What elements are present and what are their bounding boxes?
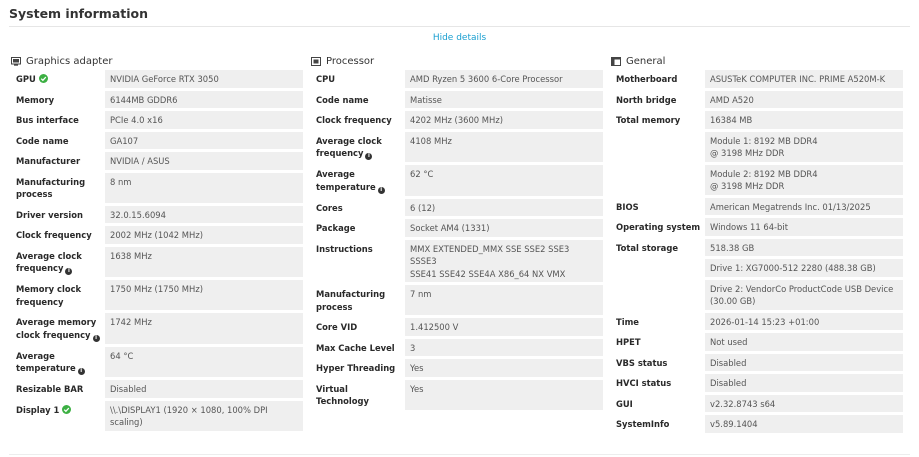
gpu-code-name-label: Code name bbox=[16, 135, 69, 146]
driver-version-label: Driver version bbox=[16, 209, 83, 220]
memory-module-1-value: Module 1: 8192 MB DDR4 @ 3198 MHz DDR bbox=[705, 132, 903, 162]
driver-version-value: 32.0.15.6094 bbox=[105, 206, 303, 224]
gpu-code-name-row bbox=[11, 132, 303, 150]
cpu-average-temperature-label: Average temperature i bbox=[311, 165, 405, 196]
info-icon[interactable]: i bbox=[93, 335, 100, 342]
info-icon[interactable]: i bbox=[378, 187, 385, 194]
hyper-threading-label: Hyper Threading bbox=[316, 363, 396, 373]
gpu-average-temperature-row bbox=[11, 347, 303, 378]
max-cache-level-label: Max Cache Level bbox=[316, 342, 395, 353]
manufacturer-value: NVIDIA / ASUS bbox=[105, 152, 303, 170]
core-vid-row bbox=[311, 318, 603, 336]
cpu-row bbox=[311, 70, 603, 88]
monitor-icon bbox=[11, 57, 21, 66]
cpu-code-name-value: Matisse bbox=[405, 91, 603, 109]
cpu-manufacturing-process-value: 7 nm bbox=[405, 285, 603, 315]
page-title: System information bbox=[9, 6, 149, 21]
total-storage-label: Total storage bbox=[616, 242, 678, 253]
vbs-status-label: VBS status bbox=[616, 357, 668, 368]
gpu-memory-row bbox=[11, 91, 303, 109]
check-circle-icon bbox=[62, 405, 71, 414]
virtual-technology-row bbox=[311, 380, 603, 410]
info-icon[interactable]: i bbox=[65, 268, 72, 275]
time-label: Time bbox=[616, 316, 639, 327]
virtual-technology-label: Virtual Technology bbox=[316, 383, 370, 406]
systeminfo-value: v5.89.1404 bbox=[705, 415, 903, 433]
hide-details-link[interactable]: Hide details bbox=[432, 33, 487, 43]
general-title: General bbox=[626, 55, 666, 67]
processor-header bbox=[311, 53, 603, 69]
total-memory-value: 16384 MB bbox=[705, 111, 903, 129]
time-value: 2026-01-14 15:23 +01:00 bbox=[705, 313, 903, 331]
memory-module-2-value: Module 2: 8192 MB DDR4 @ 3198 MHz DDR bbox=[705, 165, 903, 195]
north-bridge-label: North bridge bbox=[616, 94, 677, 105]
memory-module-1-row bbox=[611, 132, 903, 162]
vbs-status-row bbox=[611, 354, 903, 372]
memory-clock-row bbox=[11, 280, 303, 310]
core-vid-label: Core VID bbox=[316, 322, 358, 332]
total-memory-row bbox=[611, 111, 903, 129]
gpu-average-clock-label: Average clock frequency i bbox=[16, 250, 82, 274]
info-icon[interactable]: i bbox=[78, 368, 85, 375]
motherboard-value: ASUSTeK COMPUTER INC. PRIME A520M-K bbox=[705, 70, 903, 88]
cpu-manufacturing-process-label: Manufacturing process bbox=[316, 289, 386, 312]
gpu-memory-label: Memory bbox=[16, 94, 55, 105]
instructions-row bbox=[311, 240, 603, 283]
hvci-status-label: HVCI status bbox=[616, 378, 672, 388]
cpu-clock-frequency-row bbox=[311, 111, 603, 129]
gpu-clock-frequency-label: Clock frequency bbox=[16, 230, 92, 240]
motherboard-label: Motherboard bbox=[616, 74, 678, 84]
title-divider bbox=[9, 26, 910, 27]
core-vid-value: 1.412500 V bbox=[405, 318, 603, 336]
cpu-value: AMD Ryzen 5 3600 6-Core Processor bbox=[405, 70, 603, 88]
processor-title: Processor bbox=[326, 55, 375, 67]
total-storage-row bbox=[611, 239, 903, 257]
package-value: Socket AM4 (1331) bbox=[405, 219, 603, 237]
hvci-status-row bbox=[611, 374, 903, 392]
instructions-value: MMX EXTENDED_MMX SSE SSE2 SSE3 SSSE3 SSE41 SSE42 SSE4A X86_64 NX VMX bbox=[405, 240, 603, 283]
gpu-clock-frequency-row bbox=[11, 226, 303, 244]
memory-module-2-row bbox=[611, 165, 903, 195]
gui-label: GUI bbox=[616, 398, 633, 409]
bios-value: American Megatrends Inc. 01/13/2025 bbox=[705, 198, 903, 216]
package-label: Package bbox=[316, 223, 356, 233]
gpu-label: GPU bbox=[11, 70, 105, 88]
gpu-average-temperature-value: 64 °C bbox=[105, 347, 303, 378]
bios-label: BIOS bbox=[616, 201, 639, 212]
bottom-divider bbox=[9, 454, 910, 455]
check-circle-icon bbox=[39, 74, 48, 83]
operating-system-row bbox=[611, 218, 903, 236]
instructions-label: Instructions bbox=[316, 243, 373, 254]
resizable-bar-label: Resizable BAR bbox=[16, 384, 84, 394]
gpu-manufacturing-process-row bbox=[11, 173, 303, 203]
gpu-average-temperature-label: Average temperature i bbox=[11, 347, 105, 378]
memory-clock-value: 1750 MHz (1750 MHz) bbox=[105, 280, 303, 310]
hpet-label: HPET bbox=[616, 337, 641, 347]
gui-value: v2.32.8743 s64 bbox=[705, 395, 903, 413]
cpu-label: CPU bbox=[316, 74, 336, 84]
gpu-manufacturing-process-label: Manufacturing process bbox=[16, 176, 86, 199]
cpu-clock-frequency-label: Clock frequency bbox=[316, 115, 392, 125]
cpu-average-temperature-row bbox=[311, 165, 603, 196]
hvci-status-value: Disabled bbox=[705, 374, 903, 392]
manufacturer-row bbox=[11, 152, 303, 170]
total-storage-value: 518.38 GB bbox=[705, 239, 903, 257]
info-icon[interactable]: i bbox=[365, 153, 372, 160]
cpu-code-name-label: Code name bbox=[316, 94, 369, 105]
gui-row bbox=[611, 395, 903, 413]
bus-interface-label: Bus interface bbox=[16, 115, 79, 125]
operating-system-value: Windows 11 64-bit bbox=[705, 218, 903, 236]
general-header bbox=[611, 53, 903, 69]
graphics-adapter-header bbox=[11, 53, 303, 69]
max-cache-level-row bbox=[311, 339, 603, 357]
hyper-threading-value: Yes bbox=[405, 359, 603, 377]
graphics-adapter-title: Graphics adapter bbox=[26, 55, 113, 67]
gpu-average-clock-value: 1638 MHz bbox=[105, 247, 303, 278]
resizable-bar-row bbox=[11, 380, 303, 398]
cpu-code-name-row bbox=[311, 91, 603, 109]
general-section bbox=[611, 53, 903, 436]
display-1-row bbox=[11, 401, 303, 431]
hpet-value: Not used bbox=[705, 333, 903, 351]
average-memory-clock-value: 1742 MHz bbox=[105, 313, 303, 344]
motherboard-row bbox=[611, 70, 903, 88]
display-1-label: Display 1 bbox=[11, 401, 105, 431]
drive-2-row bbox=[611, 280, 903, 310]
cores-value: 6 (12) bbox=[405, 199, 603, 217]
drive-2-value: Drive 2: VendorCo ProductCode USB Device (30.00 GB) bbox=[705, 280, 903, 310]
drive-1-row bbox=[611, 259, 903, 277]
gpu-memory-value: 6144MB GDDR6 bbox=[105, 91, 303, 109]
gpu-manufacturing-process-value: 8 nm bbox=[105, 173, 303, 203]
average-memory-clock-label: Average memory clock frequency i bbox=[11, 313, 105, 344]
driver-version-row bbox=[11, 206, 303, 224]
graphics-adapter-section bbox=[11, 53, 303, 434]
operating-system-label: Operating system bbox=[616, 222, 701, 232]
gpu-code-name-value: GA107 bbox=[105, 132, 303, 150]
cpu-average-clock-value: 4108 MHz bbox=[405, 132, 603, 163]
bus-interface-value: PCIe 4.0 x16 bbox=[105, 111, 303, 129]
memory-clock-label: Memory clock frequency bbox=[16, 284, 82, 307]
drive-1-value: Drive 1: XG7000-512 2280 (488.38 GB) bbox=[705, 259, 903, 277]
gpu-value: NVIDIA GeForce RTX 3050 bbox=[105, 70, 303, 88]
cpu-chip-icon bbox=[311, 57, 321, 66]
cpu-average-clock-row bbox=[311, 132, 603, 163]
cores-label: Cores bbox=[316, 202, 343, 213]
package-row bbox=[311, 219, 603, 237]
vbs-status-value: Disabled bbox=[705, 354, 903, 372]
systeminfo-label: SystemInfo bbox=[616, 419, 670, 429]
systeminfo-row bbox=[611, 415, 903, 433]
gpu-row bbox=[11, 70, 303, 88]
bios-row bbox=[611, 198, 903, 216]
virtual-technology-value: Yes bbox=[405, 380, 603, 410]
cpu-average-temperature-value: 62 °C bbox=[405, 165, 603, 196]
cpu-clock-frequency-value: 4202 MHz (3600 MHz) bbox=[405, 111, 603, 129]
manufacturer-label: Manufacturer bbox=[16, 156, 81, 166]
north-bridge-row bbox=[611, 91, 903, 109]
time-row bbox=[611, 313, 903, 331]
cpu-manufacturing-process-row bbox=[311, 285, 603, 315]
cpu-average-clock-label: Average clock frequency i bbox=[316, 135, 382, 159]
total-memory-label: Total memory bbox=[616, 115, 681, 125]
average-memory-clock-row bbox=[11, 313, 303, 344]
processor-section bbox=[311, 53, 603, 413]
cores-row bbox=[311, 199, 603, 217]
resizable-bar-value: Disabled bbox=[105, 380, 303, 398]
hyper-threading-row bbox=[311, 359, 603, 377]
bus-interface-row bbox=[11, 111, 303, 129]
gpu-average-clock-row bbox=[11, 247, 303, 278]
max-cache-level-value: 3 bbox=[405, 339, 603, 357]
north-bridge-value: AMD A520 bbox=[705, 91, 903, 109]
hpet-row bbox=[611, 333, 903, 351]
gpu-clock-frequency-value: 2002 MHz (1042 MHz) bbox=[105, 226, 303, 244]
window-icon bbox=[611, 57, 621, 66]
display-1-value: \\.\DISPLAY1 (1920 × 1080, 100% DPI scaling) bbox=[105, 401, 303, 431]
